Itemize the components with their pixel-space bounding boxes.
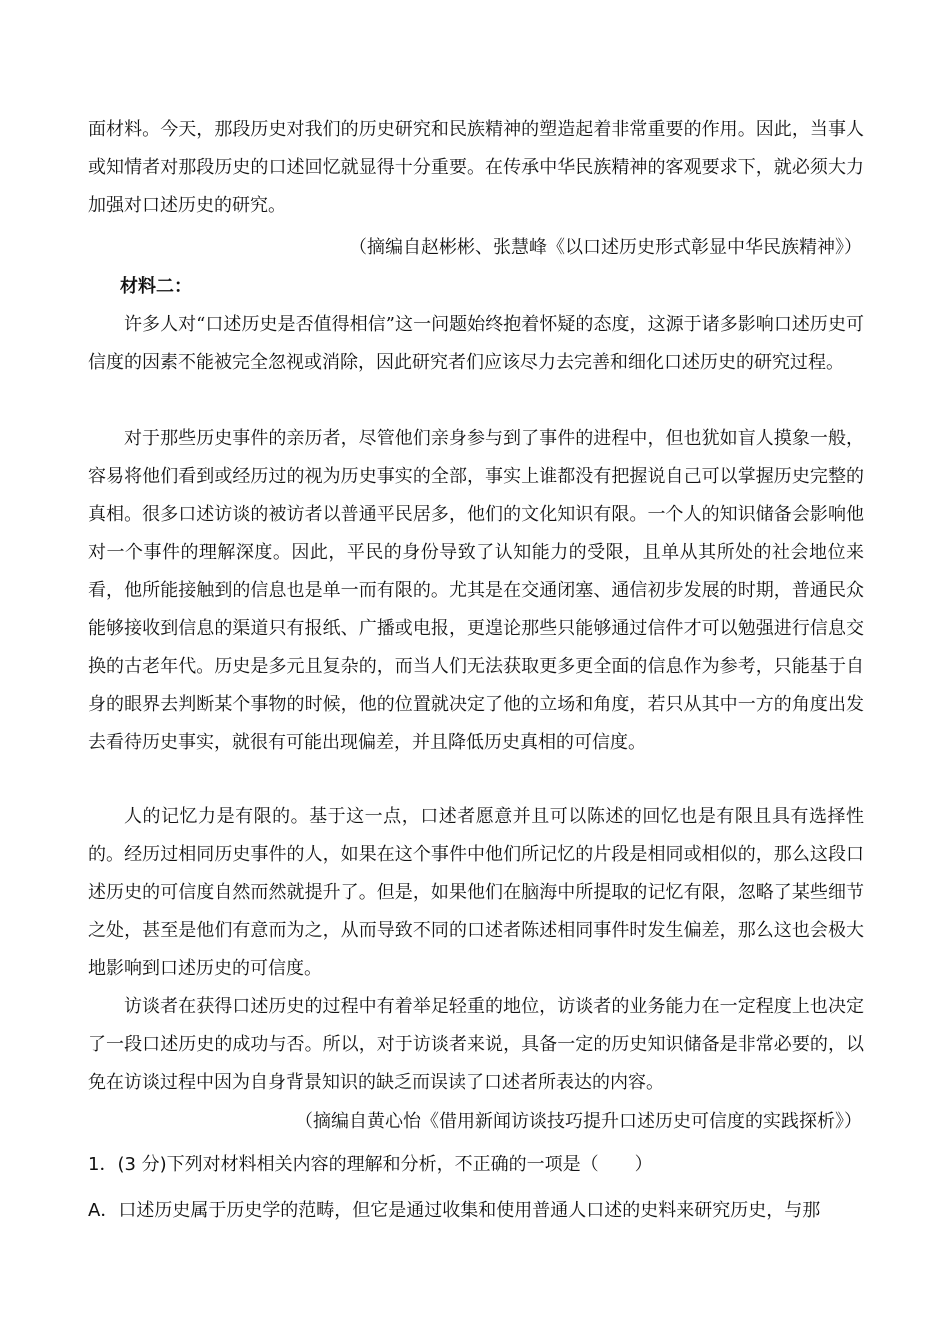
paragraph-3: 人的记忆力是有限的。基于这一点，口述者愿意并且可以陈述的回忆也是有限且具有选择性的。经历过相同历史事件的人，如果在这个事件中他们所记忆的片段是相同或相似的，那么这段口述历史的可信度自然而然就提升了。但是，如果他们在脑海中所提取的记忆有限，忽略了某些细节之处，甚至是他们有意而为之，从而导致不同的口述者陈述相同事件时发生偏差，那么这也会极大地影响到口述历史的可信度。 bbox=[88, 806, 864, 979]
paragraph-4: 访谈者在获得口述历史的过程中有着举足轻重的地位，访谈者的业务能力在一定程度上也决定了一段口述历史的成功与否。所以，对于访谈者来说，具备一定的历史知识储备是非常必要的，以免在访谈过程中因为自身背景知识的缺乏而误读了口述者所表达的内容。 bbox=[88, 996, 864, 1093]
question-stem: 1．(3 分)下列对材料相关内容的理解和分析，不正确的一项是（ ） bbox=[88, 1154, 653, 1175]
paragraph-1: 许多人对“口述历史是否值得相信”这一问题始终抱着怀疑的态度，这源于诸多影响口述历史可信度的因素不能被完全忽视或消除，因此研究者们应该尽力去完善和细化口述历史的研究过程。 bbox=[88, 314, 864, 373]
source-citation-1: （摘编自赵彬彬、张慧峰《以口述历史形式彰显中华民族精神》） bbox=[349, 237, 862, 258]
paragraph-2: 对于那些历史事件的亲历者，尽管他们亲身参与到了事件的进程中，但也犹如盲人摸象一般，容易将他们看到或经历过的视为历史事实的全部，事实上谁都没有把握说自己可以掌握历史完整的真相。很多口述访谈的被访者以普通平民居多，他们的文化知识有限。一个人的知识储备会影响他对一个事件的理解深度。因此，平民的身份导致了认知能力的受限，且单从其所处的社会地位来看，他所能接触到的信息也是单一而有限的。尤其是在交通闭塞、通信初步发展的时期，普通民众能够接收到信息的渠道只有报纸、广播或电报，更遑论那些只能够通过信件才可以勉强进行信息交换的古老年代。历史是多元且复杂的，而当人们无法获取更多更全面的信息作为参考，只能基于自身的眼界去判断某个事物的时候，他的位置就决定了他的立场和角度，若只从其中一方的角度出发去看待历史事实，就很有可能出现偏差，并且降低历史真相的可信度。 bbox=[88, 428, 864, 753]
paragraph-continued: 面材料。今天，那段历史对我们的历史研究和民族精神的塑造起着非常重要的作用。因此，当事人或知情者对那段历史的口述回忆就显得十分重要。在传承中华民族精神的客观要求下，就必须大力加强对口述历史的研究。 bbox=[88, 119, 864, 216]
source-citation-2: （摘编自黄心怡《借用新闻访谈技巧提升口述历史可信度的实践探析》） bbox=[295, 1111, 862, 1132]
material-two-heading: 材料二： bbox=[120, 276, 192, 297]
question-option-a: A．口述历史属于历史学的范畴，但它是通过收集和使用普通人口述的史料来研究历史，与那 bbox=[88, 1200, 821, 1221]
